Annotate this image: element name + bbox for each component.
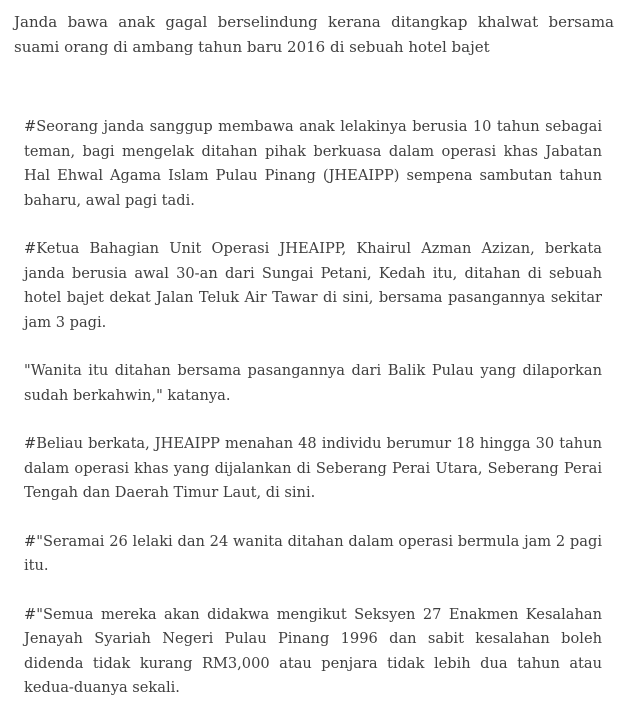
- paragraph-5: #"Seramai 26 lelaki dan 24 wanita ditahan dalam operasi bermula jam 2 pagi itu.: [24, 532, 602, 574]
- article-body: [24, 115, 602, 725]
- paragraph-4: #Beliau berkata, JHEAIPP menahan 48 individu berumur 18 hingga 30 tahun dalam operasi khas yang dijalankan di Seberang Perai Utara, Seberang Perai Tengah dan Daerah Timur Laut, di sini.: [24, 435, 602, 501]
- paragraph-1: #Seorang janda sanggup membawa anak lelakinya berusia 10 tahun sebagai teman, bagi mengelak ditahan pihak berkuasa dalam operasi khas Jabatan Hal Ehwal Agama Islam Pulau Pinang (JHEAIPP) sempena sambutan tahun baharu, awal pagi tadi.: [24, 118, 602, 209]
- paragraph-6: #"Semua mereka akan didakwa mengikut Seksyen 27 Enakmen Kesalahan Jenayah Syariah Negeri Pulau Pinang 1996 dan sabit kesalahan boleh didenda tidak kurang RM3,000 atau penjara tidak lebih dua tahun atau kedua-duanya sekali.: [24, 605, 602, 696]
- paragraph-3: "Wanita itu ditahan bersama pasangannya dari Balik Pulau yang dilaporkan sudah berkahwin," katanya.: [24, 362, 602, 404]
- paragraph-2: #Ketua Bahagian Unit Operasi JHEAIPP, Khairul Azman Azizan, berkata janda berusia awal 30-an dari Sungai Petani, Kedah itu, ditahan di sebuah hotel bajet dekat Jalan Teluk Air Tawar di sini, bersama pasangannya sekitar jam 3 pagi.: [24, 240, 602, 331]
- article-headline: Janda bawa anak gagal berselindung kerana ditangkap khalwat bersama suami orang di ambang tahun baru 2016 di sebuah hotel bajet: [14, 13, 614, 56]
